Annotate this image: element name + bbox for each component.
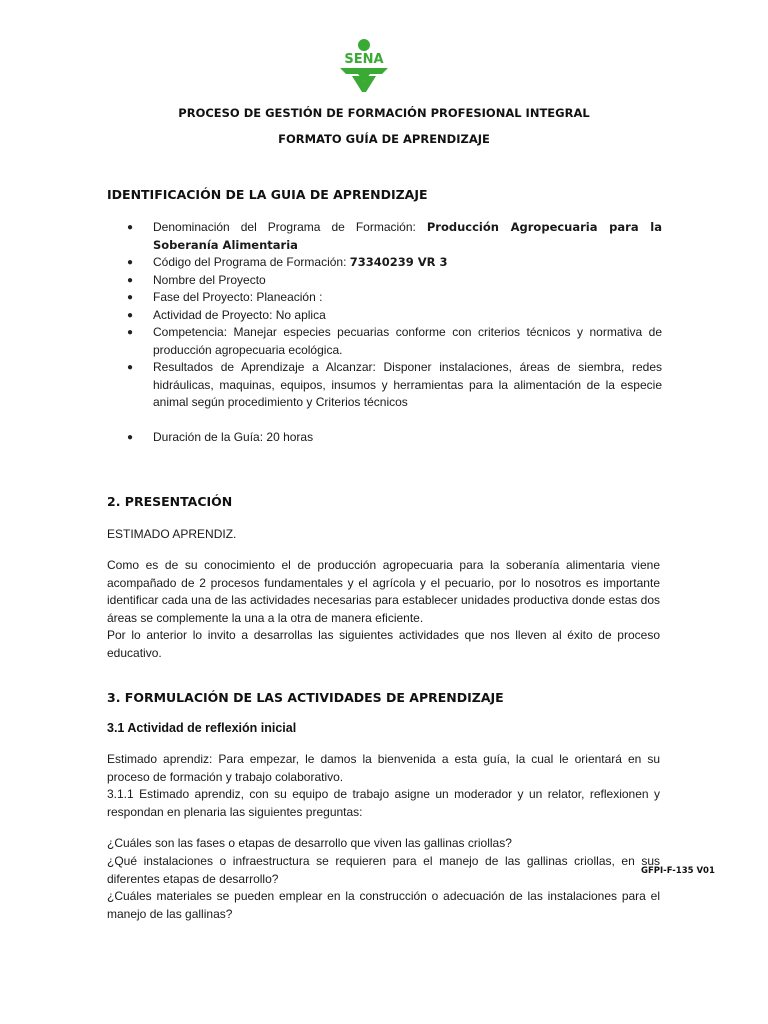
presentacion-paragraph-2: Por lo anterior lo invito a desarrollas las siguientes actividades que nos lleven al éxito de proceso educativo.: [107, 628, 660, 660]
section-identificacion-heading: IDENTIFICACIÓN DE LA GUIA DE APRENDIZAJE: [107, 187, 428, 202]
header-title-format: FORMATO GUÍA DE APRENDIZAJE: [278, 132, 490, 146]
section-formulacion-heading: 3. FORMULACIÓN DE LAS ACTIVIDADES DE APRENDIZAJE: [107, 690, 504, 705]
list-item: ● Competencia: Manejar especies pecuarias conforme con criterios técnicos y normativa de producción agropecuaria ecológica.: [107, 324, 662, 359]
question-3: ¿Cuáles materiales se pueden emplear en la construcción o adecuación de las instalaciones para el manejo de las gallinas?: [107, 889, 660, 921]
list-item: ● Fase del Proyecto: Planeación :: [107, 289, 662, 307]
formulacion-sub-heading: 3.1 Actividad de reflexión inicial: [107, 721, 297, 735]
identificacion-list: [107, 219, 662, 446]
sena-logo: [332, 38, 396, 94]
presentacion-paragraph: Como es de su conocimiento el de producción agropecuaria para la soberanía alimentaria viene acompañado de 2 procesos fundamentales y el agrícola y el pecuario, por lo nosotros es importante identificar cada una de las actividades necesarias para establecer unidades productiva donde estas dos áreas se complemente la una a la otra de manera eficiente.: [107, 558, 660, 625]
sena-logo-text: SENA: [344, 52, 384, 67]
list-item: ● Duración de la Guía: 20 horas: [107, 429, 662, 447]
question-1: ¿Cuáles son las fases o etapas de desarrollo que viven las gallinas criollas?: [107, 836, 512, 850]
formulacion-paragraph-2: 3.1.1 Estimado aprendiz, con su equipo de trabajo asigne un moderador y un relator, reflexionen y respondan en plenaria las siguientes preguntas:: [107, 787, 660, 819]
formulacion-paragraph-1: Estimado aprendiz: Para empezar, le damos la bienvenida a esta guía, la cual le orientará en su proceso de formación y trabajo colaborativo.: [107, 752, 660, 784]
list-item: ● Nombre del Proyecto: [107, 272, 662, 290]
header-title-process: PROCESO DE GESTIÓN DE FORMACIÓN PROFESIONAL INTEGRAL: [178, 106, 590, 120]
presentacion-greeting: ESTIMADO APRENDIZ.: [107, 527, 237, 541]
question-2: ¿Qué instalaciones o infraestructura se requieren para el manejo de las gallinas criollas, en sus diferentes etapas de desarrollo?: [107, 854, 660, 886]
list-item: ● Denominación del Programa de Formación: Producción Agropecuaria para la Soberanía Alimentaria: [107, 219, 662, 254]
list-item: ● Actividad de Proyecto: No aplica: [107, 307, 662, 325]
document-code: GFPI-F-135 V01: [641, 866, 715, 876]
list-item: ● Código del Programa de Formación: 73340239 VR 3: [107, 254, 662, 272]
list-item: ● Resultados de Aprendizaje a Alcanzar: Disponer instalaciones, áreas de siembra, redes hidráulicas, maquinas, equipos, insumos y herramientas para la alimentación de la especie animal según procedimiento y Criterios técnicos: [107, 359, 662, 412]
section-presentacion-heading: 2. PRESENTACIÓN: [107, 494, 233, 509]
